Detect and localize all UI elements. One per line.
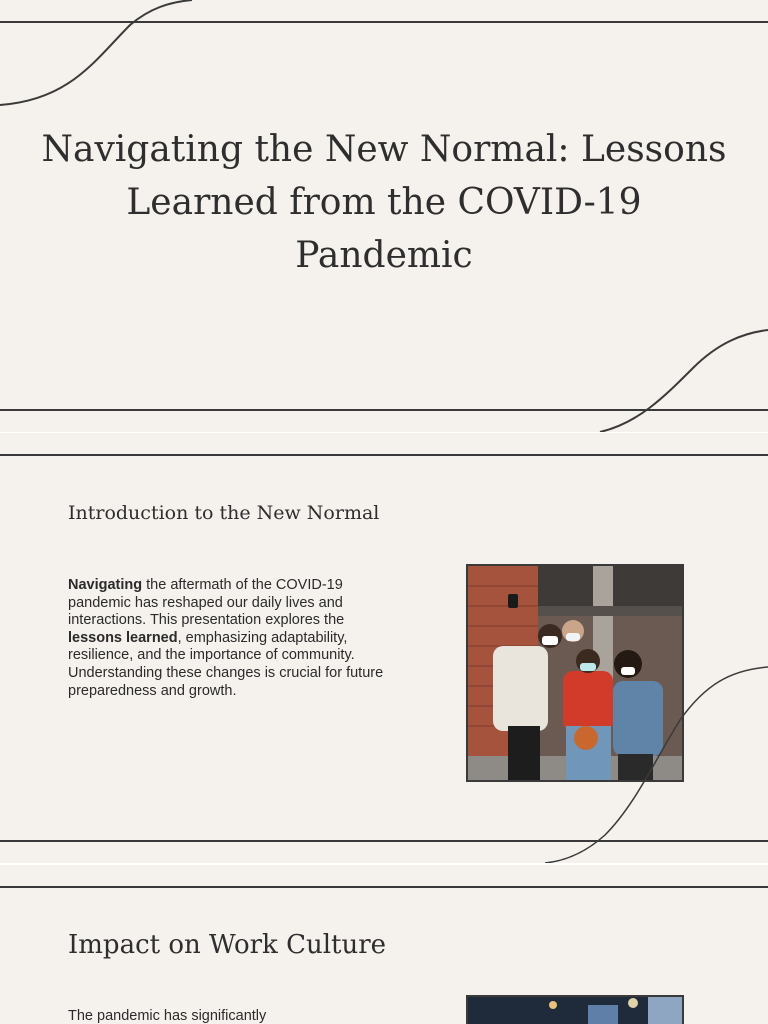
intro-text-1: the aftermath of the COVID-19 pandemic has reshaped our daily lives and interactions. This presentation explores the [68, 577, 345, 629]
bold-lessons-learned: lessons learned [68, 629, 178, 646]
slide-work-culture [0, 865, 768, 1024]
work-culture-paragraph: The pandemic has significantly [68, 1008, 267, 1024]
intro-paragraph [68, 577, 388, 700]
top-divider [0, 454, 768, 456]
decorative-curve-right [545, 665, 768, 863]
slide-title [0, 0, 768, 432]
section-heading: Introduction to the New Normal [68, 502, 380, 524]
intro-text-2: , emphasizing adaptability, resilience, and the importance of community. Understanding these changes is crucial for future preparedness and growth. [68, 629, 384, 699]
bold-navigating: Navigating [68, 577, 143, 593]
decorative-curve-bottom-right [598, 328, 768, 432]
section-heading: Impact on Work Culture [68, 930, 387, 960]
office-interior-photo [466, 995, 684, 1024]
page-title: Navigating the New Normal: Lessons Learned from the COVID-19 Pandemic [41, 129, 727, 276]
decorative-curve-top-left [0, 0, 200, 110]
slide-introduction [0, 433, 768, 863]
top-divider [0, 886, 768, 888]
